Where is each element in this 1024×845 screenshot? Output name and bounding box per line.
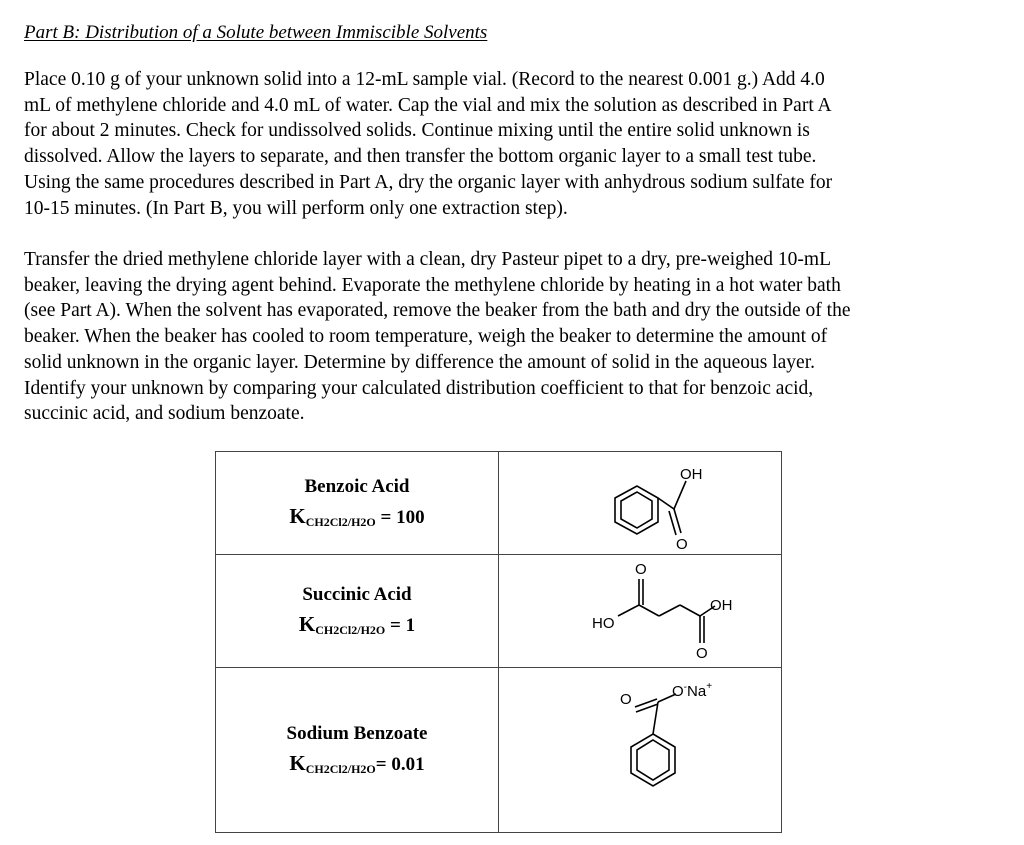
structure-cell: [499, 452, 782, 555]
oxide-label: O-Na+: [672, 681, 713, 700]
carbonyl-oxygen-label: O: [620, 691, 632, 708]
paragraph-line: 10-15 minutes. (In Part B, you will perform only one extraction step).: [24, 197, 568, 219]
carbonyl-oxygen-label: O: [696, 645, 708, 662]
distribution-coefficient: $K_{CH2Cl2/H2O} = 1$: [298, 612, 416, 637]
compound-name-cell: [216, 668, 499, 833]
table-row-benzoic-acid: [216, 452, 782, 555]
paragraph-line: Using the same procedures described in Part A, dry the organic layer with anhydrous sodium sulfate for: [24, 171, 833, 193]
compound-table: [215, 451, 782, 833]
paragraph-line: dissolved. Allow the layers to separate, and then transfer the bottom organic layer to a small test tube.: [24, 146, 817, 168]
structure-cell: [499, 668, 782, 833]
table-row-sodium-benzoate: [216, 668, 782, 833]
paragraph-line: beaker. When the beaker has cooled to room temperature, weigh the beaker to determine the amount of: [24, 326, 828, 348]
distribution-coefficient: $K_{CH2Cl2/H2O}= 0.01$: [289, 751, 425, 776]
compound-name: Succinic Acid: [302, 584, 412, 605]
sodium-benzoate-structure: [540, 672, 740, 828]
paragraph-line: succinic acid, and sodium benzoate.: [24, 403, 305, 425]
oxygen-label: O: [676, 536, 688, 551]
succinic-acid-structure: [540, 558, 740, 664]
distribution-coefficient: $K_{CH2Cl2/H2O} = 100$: [289, 504, 425, 529]
paragraph-line: mL of methylene chloride and 4.0 mL of water. Cap the vial and mix the solution as described in Part A: [24, 94, 832, 116]
benzoic-acid-structure: [550, 455, 730, 551]
instructions-paragraph-2: [24, 247, 984, 427]
paragraph-line: Transfer the dried methylene chloride layer with a clean, dry Pasteur pipet to a dry, pre-weighed 10-mL: [24, 249, 831, 270]
section-title: Part B: Distribution of a Solute between Immiscible Solvents: [24, 22, 488, 43]
carbonyl-oxygen-label: O: [635, 561, 647, 578]
compound-name-cell: [216, 452, 499, 555]
compound-name: Sodium Benzoate: [286, 723, 428, 744]
hydroxyl-label: OH: [710, 597, 733, 614]
paragraph-line: (see Part A). When the solvent has evaporated, remove the beaker from the bath and dry the outside of the: [24, 300, 851, 322]
compound-name: Benzoic Acid: [304, 476, 410, 497]
instructions-paragraph-1: [24, 67, 984, 221]
hydroxyl-label: OH: [680, 466, 703, 483]
compound-name-cell: [216, 555, 499, 668]
structure-cell: [499, 555, 782, 668]
paragraph-line: solid unknown in the organic layer. Determine by difference the amount of solid in the aqueous layer.: [24, 351, 815, 373]
paragraph-line: beaker, leaving the drying agent behind. Evaporate the methylene chloride by heating in a hot water bath: [24, 274, 841, 296]
paragraph-line: Place 0.10 g of your unknown solid into a 12-mL sample vial. (Record to the nearest 0.001 g.) Add 4.0: [24, 69, 825, 90]
hydroxyl-label: HO: [592, 615, 615, 632]
paragraph-line: Identify your unknown by comparing your calculated distribution coefficient to that for benzoic acid,: [24, 377, 814, 399]
paragraph-line: for about 2 minutes. Check for undissolved solids. Continue mixing until the entire solid unknown is: [24, 120, 810, 142]
table-row-succinic-acid: [216, 555, 782, 668]
